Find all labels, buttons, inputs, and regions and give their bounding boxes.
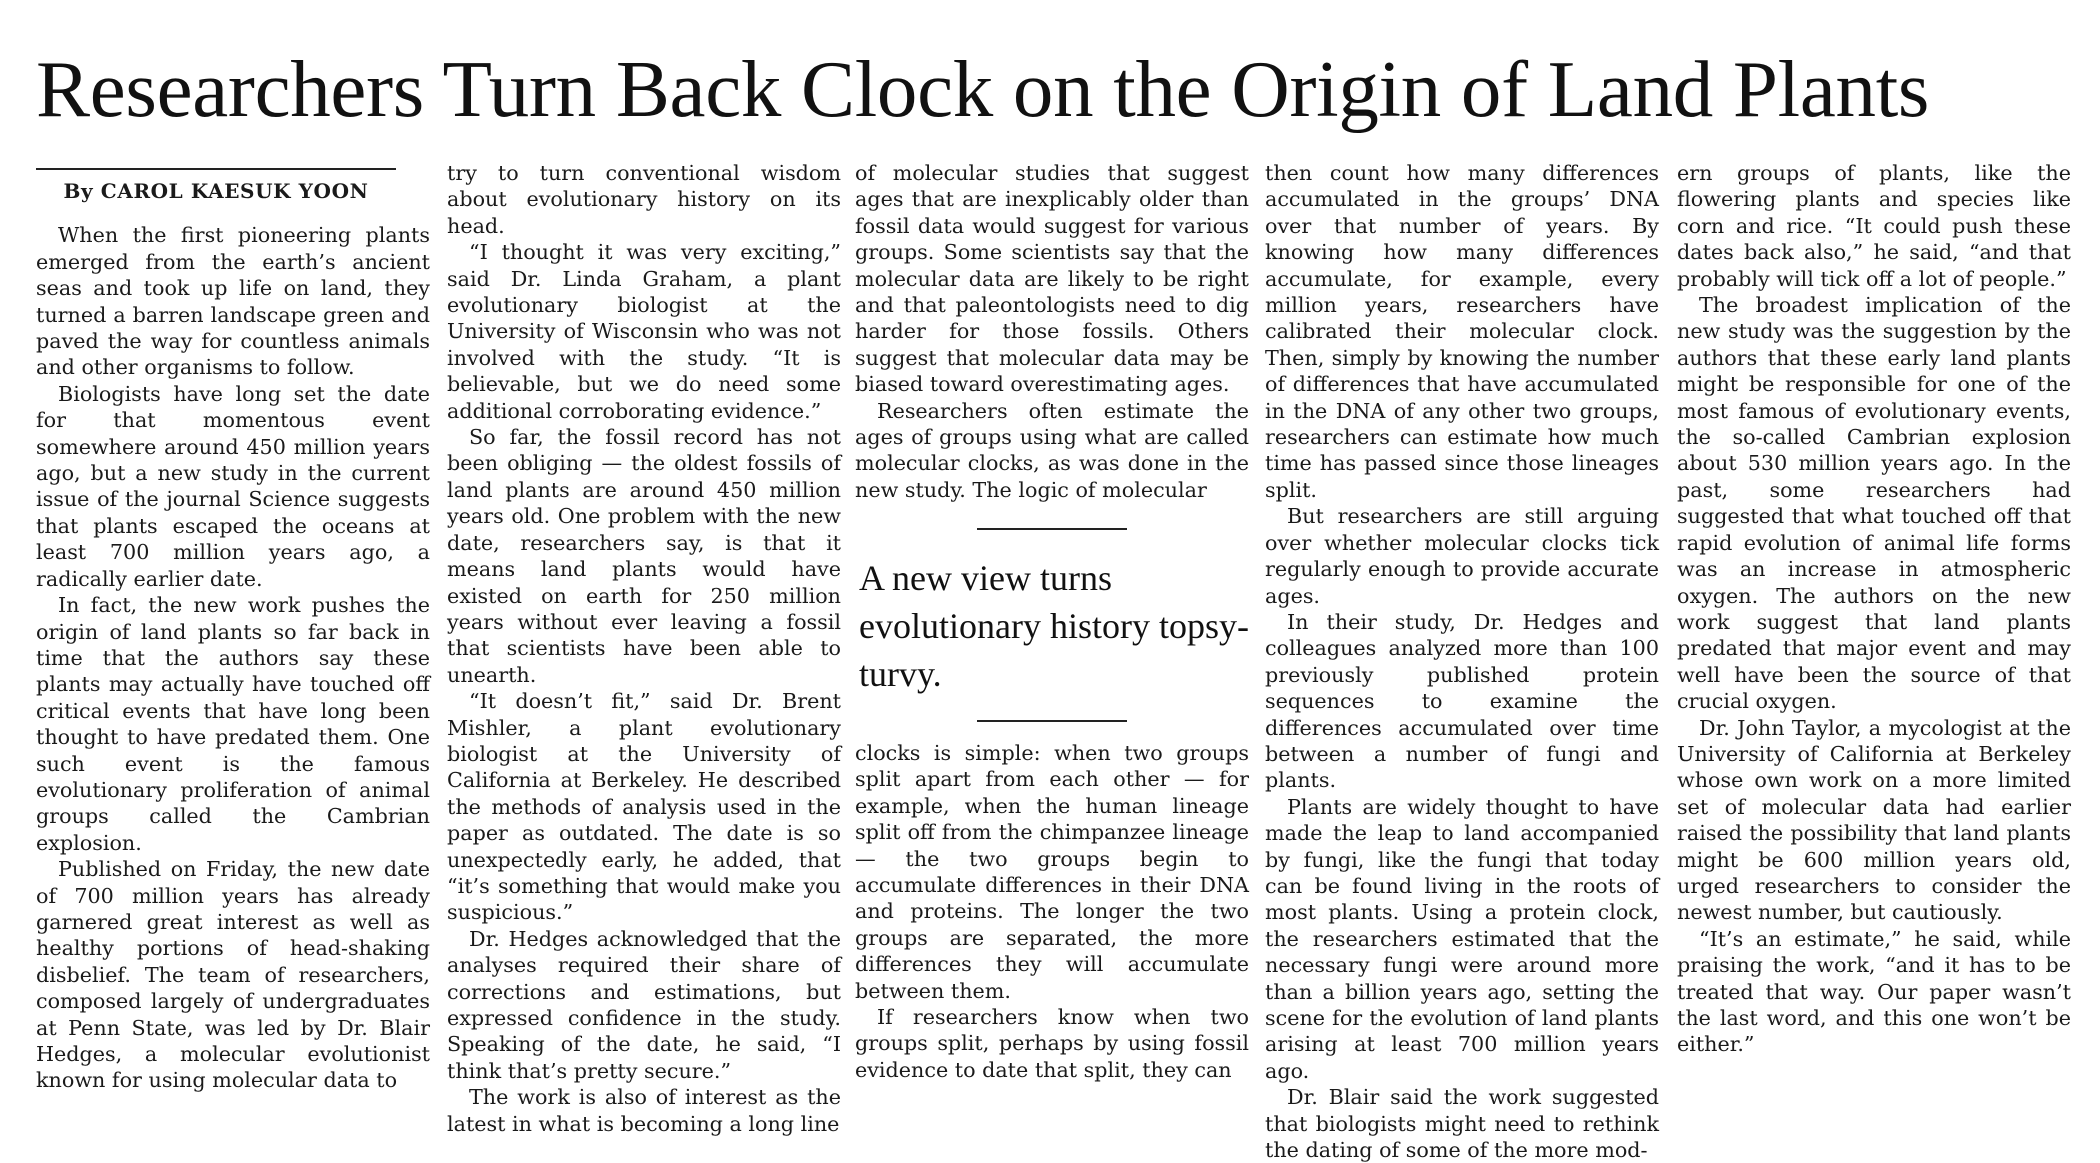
article-column-5: [1677, 160, 2071, 1058]
paragraph: Researchers often estimate the ages of groups using what are called molecular clocks, as was done in the new study. The logic of molecular: [855, 398, 1249, 502]
paragraph: The broadest implication of the new study was the suggestion by the authors that these early land plants might be responsible for one of the most famous of evolutionary events, the so-called Cambrian explosion about 530 million years ago. In the past, some researchers had suggested that what touched off that rapid evolution of animal life forms was an increase in atmospheric oxygen. The authors on the new work suggest that land plants predated that major event and may well have been the source of that crucial oxygen.: [1677, 293, 2071, 714]
article-column-1: [36, 160, 430, 1094]
paragraph: But researchers are still arguing over whether molecular clocks tick regularly enough to provide accurate ages.: [1265, 504, 1659, 608]
pull-quote: A new view turns evolutionary history topsy-turvy.: [859, 558, 1249, 694]
article-column-2: [447, 160, 841, 1137]
article-column-3-bottom: [855, 740, 1249, 1083]
paragraph: In their study, Dr. Hedges and colleagues analyzed more than 100 previously published protein sequences to examine the differences accumulated over time between a number of fungi and plants.: [1265, 609, 1659, 793]
byline: By CAROL KAESUK YOON: [63, 179, 369, 203]
paragraph: In fact, the new work pushes the origin of land plants so far back in time that the authors say these plants may actually have touched off critical events that have long been thought to have predated them. One such event is the famous evolutionary proliferation of animal groups called the Cambrian explosion.: [36, 593, 430, 855]
paragraph: “It’s an estimate,” he said, while praising the work, “and it has to be treated that way. Our paper wasn’t the last word, and this one won’t be either.”: [1677, 926, 2071, 1057]
article-column-4: [1265, 160, 1659, 1163]
paragraph: When the first pioneering plants emerged from the earth’s ancient seas and took up life on land, they turned a barren landscape green and paved the way for countless animals and other organisms to follow.: [36, 223, 430, 380]
paragraph: The work is also of interest as the latest in what is becoming a long line: [447, 1085, 841, 1136]
paragraph: Dr. Blair said the work suggested that biologists might need to rethink the dating of some of the more mod-: [1265, 1085, 1659, 1163]
paragraph: So far, the fossil record has not been obliging — the oldest fossils of land plants are around 450 million years old. One problem with the new date, researchers say, is that it means land plants would have existed on earth for 250 million years without ever leaving a fossil that scientists have been able to unearth.: [447, 425, 841, 687]
paragraph: Biologists have long set the date for that momentous event somewhere around 450 million years ago, but a new study in the current issue of the journal Science suggests that plants escaped the oceans at least 700 million years ago, a radically earlier date.: [36, 381, 430, 591]
pull-quote-rule-bottom: [977, 720, 1127, 722]
paragraph: Plants are widely thought to have made the leap to land accompanied by fungi, like the fungi that today can be found living in the roots of most plants. Using a protein clock, the researchers estimated that the necessary fungi were around more than a billion years ago, setting the scene for the evolution of land plants arising at least 700 million years ago.: [1265, 794, 1659, 1083]
paragraph: ern groups of plants, like the flowering plants and species like corn and rice. “It could push these dates back also,” he said, “and that probably will tick off a lot of people.”: [1677, 161, 2071, 291]
paragraph: If researchers know when two groups split, perhaps by using fossil evidence to date that split, they can: [855, 1005, 1249, 1082]
paragraph: “I thought it was very exciting,” said Dr. Linda Graham, a plant evolutionary biologist at the University of Wisconsin who was not involved with the study. “It is believable, but we do need some additional corroborating evidence.”: [447, 240, 841, 423]
paragraph: “It doesn’t fit,” said Dr. Brent Mishler, a plant evolutionary biologist at the University of California at Berkeley. He described the methods of analysis used in the paper as outdated. The date is so unexpectedly early, he added, that “it’s something that would make you suspicious.”: [447, 689, 841, 925]
paragraph: of molecular studies that suggest ages that are inexplicably older than fossil data would suggest for various groups. Some scientists say that the molecular data are likely to be right and that paleontologists need to dig harder for those fossils. Others suggest that molecular data may be biased toward overestimating ages.: [855, 161, 1249, 397]
paragraph: clocks is simple: when two groups split apart from each other — for example, when the human lineage split off from the chimpanzee lineage — the two groups begin to accumulate differences in their DNA and proteins. The longer the two groups are separated, the more differences they will accumulate between them.: [855, 741, 1249, 1003]
paragraph: Published on Friday, the new date of 700 million years has already garnered great interest as well as healthy portions of head-shaking disbelief. The team of researchers, composed largely of undergraduates at Penn State, was led by Dr. Blair Hedges, a molecular evolutionist known for using molecular data to: [36, 857, 430, 1093]
paragraph: then count how many differences accumulated in the groups’ DNA over that number of years. By knowing how many differences accumulate, for example, every million years, researchers have calibrated their molecular clock. Then, simply by knowing the number of differences that have accumulated in the DNA of any other two groups, researchers can estimate how much time has passed since those lineages split.: [1265, 161, 1659, 502]
paragraph: try to turn conventional wisdom about evolutionary history on its head.: [447, 161, 841, 238]
paragraph: Dr. John Taylor, a mycologist at the University of California at Berkeley whose own work on a more limited set of molecular data had earlier raised the possibility that land plants might be 600 million years old, urged researchers to consider the newest number, but cautiously.: [1677, 715, 2071, 925]
headline: Researchers Turn Back Clock on the Origin of Land Plants: [36, 44, 1930, 134]
pull-quote-box: [855, 528, 1249, 738]
article-column-3-top: [855, 160, 1249, 503]
paragraph: Dr. Hedges acknowledged that the analyses required their share of corrections and estimations, but expressed confidence in the study. Speaking of the date, he said, “I think that’s pretty secure.”: [447, 926, 841, 1083]
